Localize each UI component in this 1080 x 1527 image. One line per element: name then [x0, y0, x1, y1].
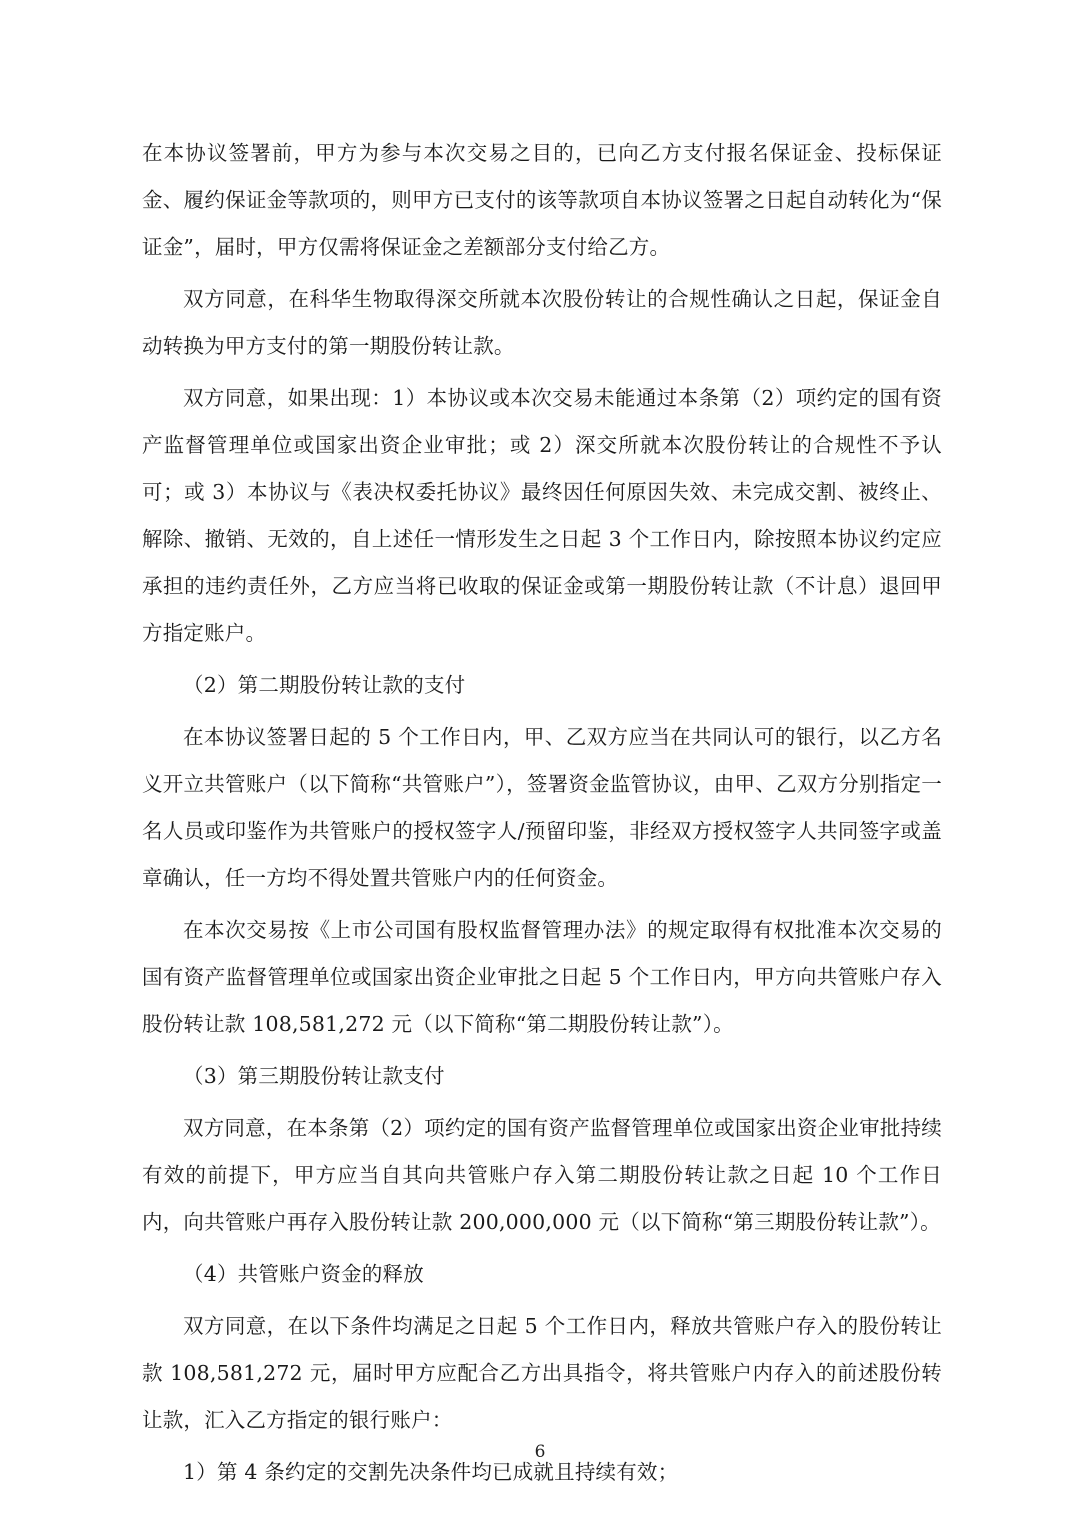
section-heading-third-payment: （3）第三期股份转让款支付 [183, 1064, 445, 1088]
paragraph-deposit-conversion: 在本协议签署前，甲方为参与本次交易之目的，已向乙方支付报名保证金、投标保证金、履约保证金等款项的，则甲方已支付的该等款项自本协议签署之日起自动转化为“保证金”，届时，甲方仅需将保证金之差额部分支付给乙方。 [142, 141, 942, 259]
page-number: 6 [534, 1442, 546, 1462]
list-item-condition-1: 1）第 4 条约定的交割先决条件均已成就且持续有效； [183, 1460, 679, 1484]
paragraph-deposit-to-first-payment: 双方同意，在科华生物取得深交所就本次股份转让的合规性确认之日起，保证金自动转换为甲方支付的第一期股份转让款。 [142, 287, 942, 358]
section-heading-escrow-release: （4）共管账户资金的释放 [183, 1262, 424, 1286]
paragraph-third-payment-amount: 双方同意，在本条第（2）项约定的国有资产监督管理单位或国家出资企业审批持续有效的前提下，甲方应当自其向共管账户存入第二期股份转让款之日起 10 个工作日内，向共管账户再存入股份转让款 200,000,000 元（以下简称“第三期股份转让款”）。 [142, 1116, 942, 1234]
paragraph-escrow-account: 在本协议签署日起的 5 个工作日内，甲、乙双方应当在共同认可的银行，以乙方名义开立共管账户（以下简称“共管账户”），签署资金监管协议，由甲、乙双方分别指定一名人员或印鉴作为共管账户的授权签字人/预留印鉴，非经双方授权签字人共同签字或盖章确认，任一方均不得处置共管账户内的任何资金。 [142, 725, 942, 890]
paragraph-second-payment-amount: 在本次交易按《上市公司国有股权监督管理办法》的规定取得有权批准本次交易的国有资产监督管理单位或国家出资企业审批之日起 5 个工作日内，甲方向共管账户存入股份转让款 108,581,272 元（以下简称“第二期股份转让款”）。 [142, 918, 942, 1036]
section-heading-second-payment: （2）第二期股份转让款的支付 [183, 673, 466, 697]
paragraph-release-conditions: 双方同意，在以下条件均满足之日起 5 个工作日内，释放共管账户存入的股份转让款 108,581,272 元，届时甲方应配合乙方出具指令，将共管账户内存入的前述股份转让款，汇入乙方指定的银行账户： [142, 1314, 942, 1432]
document-body [142, 130, 942, 1501]
paragraph-refund-conditions: 双方同意，如果出现：1）本协议或本次交易未能通过本条第（2）项约定的国有资产监督管理单位或国家出资企业审批；或 2）深交所就本次股份转让的合规性不予认可；或 3）本协议与《表决权委托协议》最终因任何原因失效、未完成交割、被终止、解除、撤销、无效的，自上述任一情形发生之日起 3 个工作日内，除按照本协议约定应承担的违约责任外，乙方应当将已收取的保证金或第一期股份转让款（不计息）退回甲方指定账户。 [142, 386, 942, 645]
